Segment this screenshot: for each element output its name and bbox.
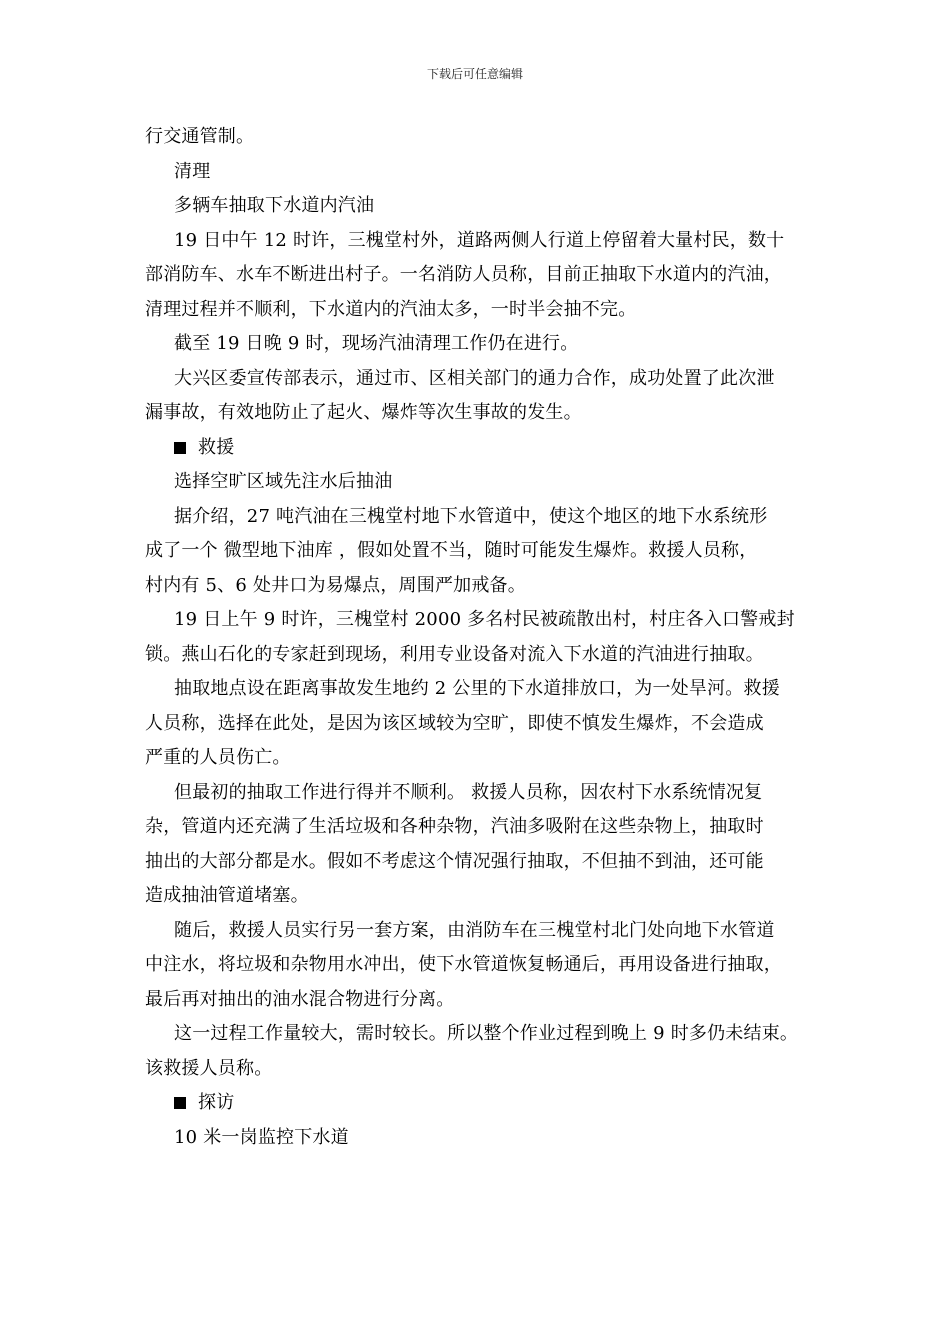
line-text: 该救援人员称。 (145, 1057, 273, 1079)
text-line (145, 776, 825, 811)
line-text: 大兴区委宣传部表示，通过市、区相关部门的通力合作，成功处置了此次泄 (174, 367, 775, 389)
line-text: 选择空旷区域先注水后抽油 (174, 471, 393, 492)
text-line (145, 1121, 825, 1156)
line-text: 清理过程并不顺利，下水道内的汽油太多，一时半会抽不完。 (145, 298, 637, 320)
document-body (145, 120, 825, 1155)
text-line (145, 638, 825, 673)
line-text: 19 日中午 12 时许，三槐堂村外，道路两侧人行道上停留着大量村民，数十 (174, 229, 785, 251)
text-line (145, 293, 825, 328)
line-text: 截至 19 日晚 9 时，现场汽油清理工作仍在进行。 (174, 333, 579, 354)
line-text: 杂，管道内还充满了生活垃圾和各种杂物，汽油多吸附在这些杂物上，抽取时 (145, 816, 764, 837)
text-line (145, 948, 825, 983)
line-text: 锁。燕山石化的专家赶到现场，利用专业设备对流入下水道的汽油进行抽取。 (145, 643, 764, 665)
line-text: 村内有 5、6 处井口为易爆点，周围严加戒备。 (145, 574, 526, 596)
line-text: 19 日上午 9 时许，三槐堂村 2000 多名村民被疏散出村，村庄各入口警戒封 (174, 609, 795, 630)
line-text: 随后，救援人员实行另一套方案，由消防车在三槐堂村北门处向地下水管道 (174, 919, 775, 941)
line-text: 清理 (174, 160, 211, 182)
line-text: 探访 (198, 1092, 235, 1113)
text-line (145, 707, 825, 742)
text-line (145, 155, 825, 190)
line-text: 抽取地点设在距离事故发生地约 2 公里的下水道排放口，为一处旱河。救援 (174, 678, 780, 699)
line-text: 10 米一岗监控下水道 (174, 1126, 349, 1148)
text-line (145, 534, 825, 569)
line-text: 漏事故，有效地防止了起火、爆炸等次生事故的发生。 (145, 402, 582, 423)
text-line (145, 327, 825, 362)
text-line (145, 465, 825, 500)
line-text: 但最初的抽取工作进行得并不顺利。 救援人员称，因农村下水系统情况复 (174, 781, 763, 803)
line-text: 多辆车抽取下水道内汽油 (174, 195, 375, 216)
text-line (145, 879, 825, 914)
line-text: 行交通管制。 (145, 126, 255, 147)
text-line (145, 983, 825, 1018)
text-line (145, 603, 825, 638)
text-line (145, 569, 825, 604)
text-line (145, 845, 825, 880)
line-text: 抽出的大部分都是水。假如不考虑这个情况强行抽取，不但抽不到油，还可能 (145, 850, 764, 872)
text-line (145, 914, 825, 949)
line-text: 中注水，将垃圾和杂物用水冲出，使下水管道恢复畅通后，再用设备进行抽取， (145, 954, 782, 975)
text-line (145, 258, 825, 293)
section-heading (145, 431, 825, 466)
text-line (145, 224, 825, 259)
square-bullet-icon (174, 442, 186, 454)
line-text: 最后再对抽出的油水混合物进行分离。 (145, 988, 455, 1010)
text-line (145, 189, 825, 224)
line-text: 造成抽油管道堵塞。 (145, 885, 309, 906)
line-text: 救援 (198, 436, 235, 458)
text-line (145, 1017, 825, 1052)
line-text: 部消防车、水车不断进出村子。一名消防人员称，目前正抽取下水道内的汽油， (145, 264, 782, 285)
line-text: 人员称，选择在此处，是因为该区域较为空旷，即使不慎发生爆炸，不会造成 (145, 712, 764, 734)
text-line (145, 362, 825, 397)
text-line (145, 1052, 825, 1087)
line-text: 严重的人员伤亡。 (145, 747, 291, 768)
line-text: 这一过程工作量较大，需时较长。所以整个作业过程到晚上 9 时多仍未结束。 (174, 1023, 799, 1044)
page-header: 下载后可任意编辑 (426, 67, 523, 81)
text-line (145, 120, 825, 155)
square-bullet-icon (174, 1097, 186, 1109)
text-line (145, 396, 825, 431)
line-text: 据介绍，27 吨汽油在三槐堂村地下水管道中，使这个地区的地下水系统形 (174, 505, 768, 527)
text-line (145, 741, 825, 776)
text-line (145, 500, 825, 535)
text-line (145, 672, 825, 707)
text-line (145, 810, 825, 845)
section-heading (145, 1086, 825, 1121)
line-text: 成了一个 微型地下油库 ，假如处置不当，随时可能发生爆炸。救援人员称， (145, 540, 758, 561)
